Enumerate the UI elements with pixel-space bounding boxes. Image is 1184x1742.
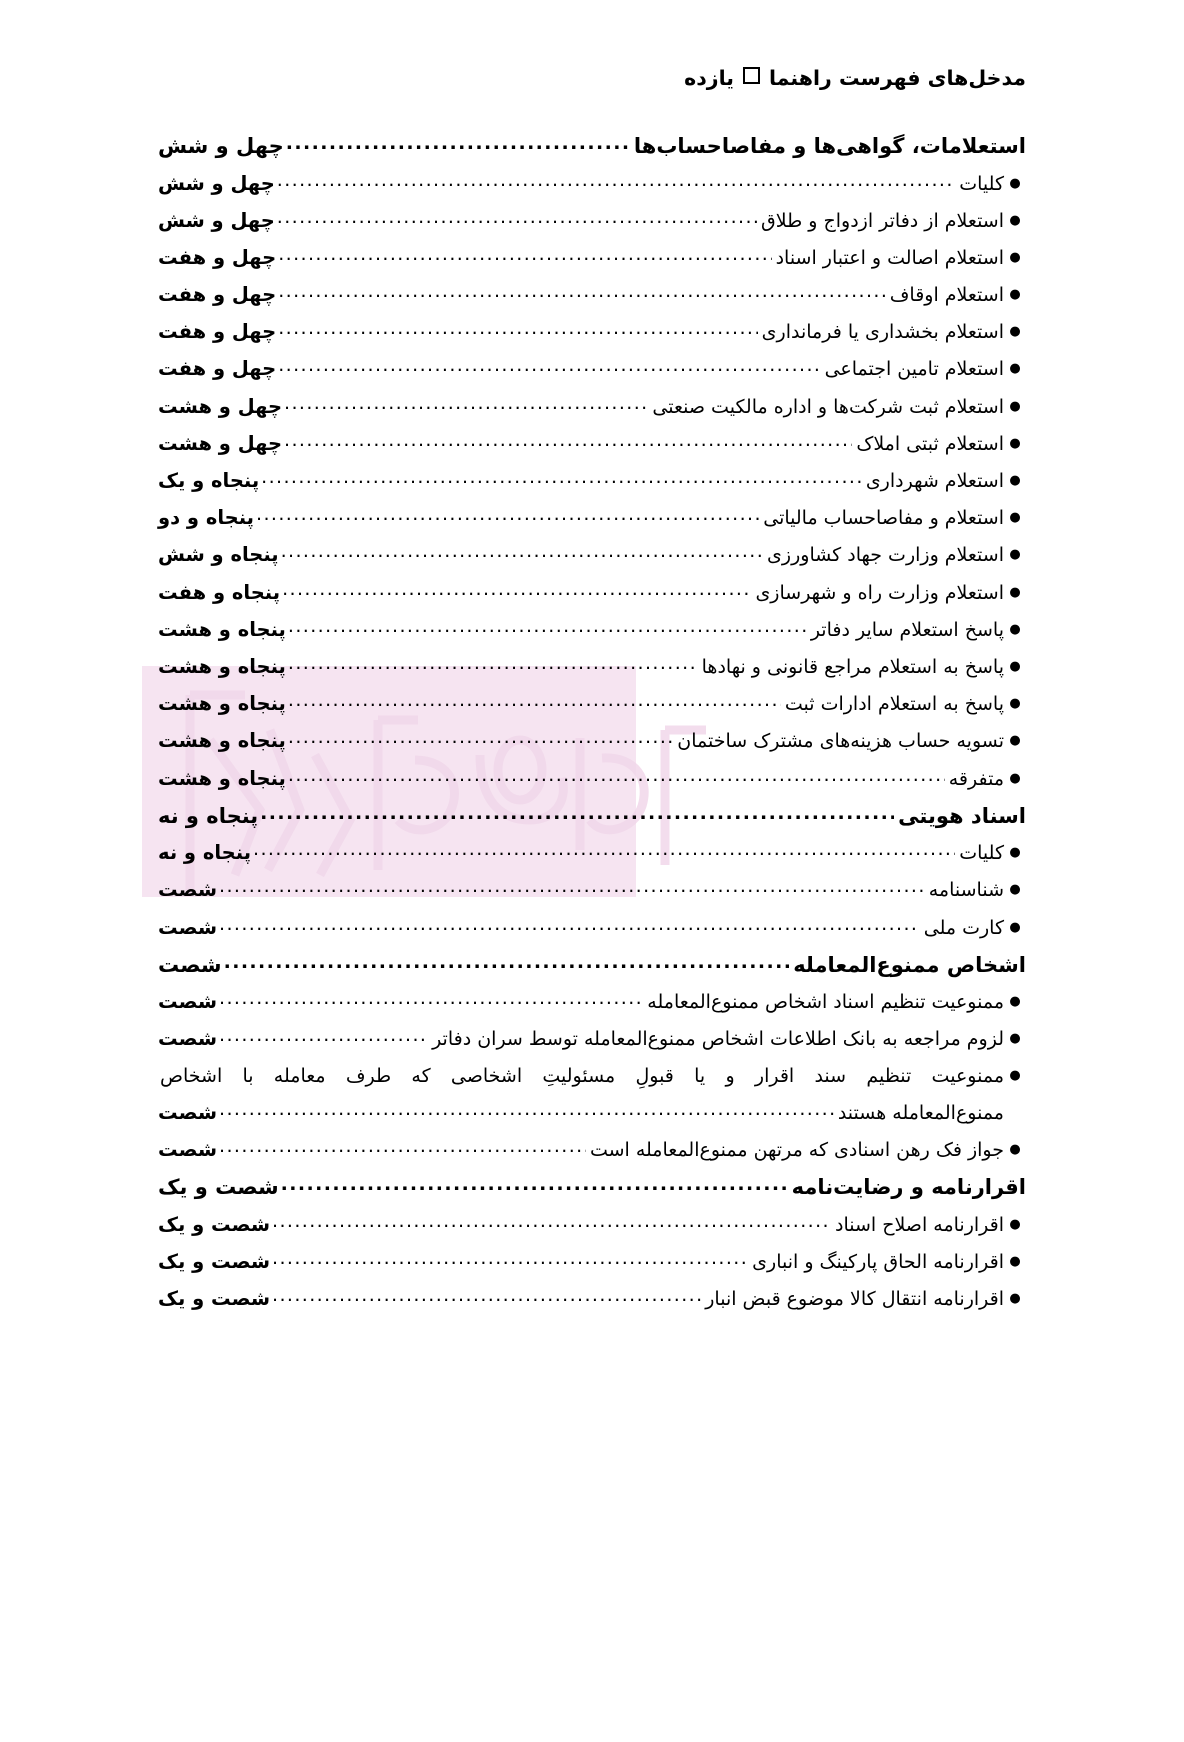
toc-entry[interactable]: [158, 171, 1026, 195]
toc-page-number: چهل و هفت: [158, 357, 277, 381]
toc-label: استعلام تامین اجتماعی: [824, 358, 1004, 381]
toc-page-number: پنجاه و نه: [158, 803, 259, 828]
bullet-icon: ●: [1009, 1067, 1021, 1083]
bullet-icon: ●: [1009, 249, 1021, 265]
dot-leader: [281, 1175, 788, 1194]
toc-label: استعلام ثبت شرکت‌ها و اداره مالکیت صنعتی: [652, 395, 1004, 418]
toc-page-number: پنجاه و یک: [158, 469, 260, 492]
bullet-icon: ●: [1009, 696, 1021, 712]
bullet-icon: ●: [1009, 510, 1021, 526]
toc-label: کلیات: [959, 842, 1004, 865]
dot-leader: [219, 1026, 428, 1045]
toc-page-number: پنجاه و هشت: [158, 729, 286, 753]
toc-page-number: شصت: [158, 878, 218, 902]
toc-entry[interactable]: [158, 359, 1026, 379]
dot-leader: [278, 245, 771, 264]
toc-entry[interactable]: [158, 508, 1026, 528]
toc-page-number: شصت: [158, 1100, 218, 1124]
square-bullet-icon: [743, 67, 760, 84]
toc-section-heading[interactable]: [158, 1177, 1026, 1198]
toc-entry[interactable]: [158, 208, 1026, 232]
toc-section-heading[interactable]: [158, 136, 1026, 157]
dot-leader: [277, 208, 757, 227]
dot-leader: [253, 840, 955, 859]
toc-entry[interactable]: [158, 880, 1026, 900]
bullet-icon: ●: [1009, 547, 1021, 563]
dot-leader: [219, 877, 925, 896]
toc-page-number: پنجاه و هشت: [158, 654, 286, 678]
bullet-icon: ●: [1009, 770, 1021, 786]
bullet-icon: ●: [1009, 919, 1021, 935]
toc-label: کلیات: [959, 172, 1004, 195]
dot-leader: [288, 617, 807, 636]
toc-entry[interactable]: [158, 245, 1026, 269]
toc-entry[interactable]: [158, 545, 1026, 565]
toc-entry[interactable]: [158, 1289, 1026, 1309]
toc-label: اقرارنامه و رضایت‌نامه: [791, 1175, 1026, 1200]
dot-leader: [281, 542, 763, 561]
toc-entry[interactable]: [158, 285, 1026, 305]
bullet-icon: ●: [1009, 435, 1021, 451]
toc-label: استعلام و مفاصاحساب مالیاتی: [763, 507, 1004, 530]
toc-entry[interactable]: [158, 843, 1026, 863]
toc-label-line-1: ممنوعیت تنظیم سند اقرار و یا قبولِ مسئولیتِ اشخاصی که طرف معامله با اشخاص: [160, 1064, 1004, 1087]
dot-leader: [288, 728, 673, 747]
toc-section-heading[interactable]: [158, 952, 1026, 977]
running-head-left-text: مدخل‌های فهرست راهنما: [768, 66, 1026, 90]
bullet-icon: ●: [1009, 1253, 1021, 1269]
toc-entry[interactable]: [158, 1140, 1026, 1160]
toc-label: کارت ملی: [923, 916, 1004, 939]
toc-page-number: شصت: [158, 990, 218, 1014]
dot-leader: [284, 394, 648, 413]
bullet-icon: ●: [1009, 212, 1021, 228]
toc-entry[interactable]: [158, 731, 1026, 751]
toc-label: استعلام وزارت راه و شهرسازی: [755, 581, 1004, 604]
dot-leader: [288, 766, 945, 785]
dot-leader: [219, 915, 920, 934]
toc-page-number: چهل و شش: [158, 171, 275, 195]
toc-label: تسویه حساب هزینه‌های مشترک ساختمان: [677, 730, 1004, 753]
toc-label: پاسخ به استعلام مراجع قانونی و نهادها: [701, 655, 1004, 678]
bullet-icon: ●: [1009, 584, 1021, 600]
toc-page-number: پنجاه و هشت: [158, 617, 286, 641]
bullet-icon: ●: [1009, 845, 1021, 861]
toc-entry[interactable]: [158, 617, 1026, 641]
toc-label: اسناد هویتی: [898, 803, 1026, 828]
toc-page-number: پنجاه و شش: [158, 543, 279, 567]
toc-label: اقرارنامه انتقال کالا موضوع قبض انبار: [705, 1288, 1004, 1311]
toc-label: اقرارنامه الحاق پارکینگ و انباری: [752, 1250, 1004, 1273]
dot-leader: [288, 691, 781, 710]
bullet-icon: ●: [1009, 361, 1021, 377]
bullet-icon: ●: [1009, 733, 1021, 749]
dot-leader: [219, 1137, 586, 1156]
toc-page-number: پنجاه و نه: [158, 841, 252, 865]
toc-page-number: چهل و شش: [158, 208, 275, 232]
dot-leader: [272, 1249, 748, 1268]
toc-label: لزوم مراجعه به بانک اطلاعات اشخاص ممنوع‌المعامله توسط سران دفاتر: [432, 1028, 1004, 1051]
dot-leader: [282, 580, 751, 599]
toc-entry[interactable]: [158, 654, 1026, 678]
toc-entry[interactable]: [158, 322, 1026, 342]
toc-label: استعلام بخشداری یا فرمانداری: [761, 321, 1004, 344]
toc-label: استعلامات، گواهی‌ها و مفاصاحساب‌ها: [633, 134, 1026, 158]
toc-page-number: پنجاه و دو: [158, 506, 254, 530]
bullet-icon: ●: [1009, 1216, 1021, 1232]
dot-leader: [278, 319, 757, 338]
toc-entry-multiline[interactable]: [158, 1064, 1026, 1124]
toc-section-heading[interactable]: [158, 803, 1026, 828]
toc-page-number: چهل و شش: [158, 134, 284, 158]
dot-leader: [284, 431, 852, 450]
dot-leader: [272, 1212, 831, 1231]
toc-entry[interactable]: [158, 915, 1026, 939]
dot-leader: [256, 505, 759, 524]
toc-label: استعلام اوقاف: [889, 284, 1004, 307]
toc-label: شناسنامه: [928, 879, 1004, 902]
toc-page-number: پنجاه و هفت: [158, 580, 281, 604]
bullet-icon: ●: [1009, 882, 1021, 898]
toc-label: ممنوعیت تنظیم اسناد اشخاص ممنوع‌المعامله: [647, 991, 1004, 1014]
toc-page-number: شصت و یک: [158, 1175, 279, 1200]
toc-label: پاسخ استعلام سایر دفاتر: [810, 618, 1004, 641]
toc-page-number: شصت: [158, 1027, 218, 1051]
toc-entry[interactable]: [158, 1249, 1026, 1273]
bullet-icon: ●: [1009, 287, 1021, 303]
toc-page-number: شصت و یک: [158, 1212, 271, 1236]
toc-page-number: شصت و یک: [158, 1287, 271, 1311]
bullet-icon: ●: [1009, 1031, 1021, 1047]
toc-page-number: چهل و هشت: [158, 394, 283, 418]
bullet-icon: ●: [1009, 658, 1021, 674]
toc-page-number: چهل و هفت: [158, 245, 277, 269]
toc-entry[interactable]: [158, 394, 1026, 418]
dot-leader: [278, 282, 886, 301]
dot-leader: [286, 134, 630, 153]
toc-label: استعلام از دفاتر ازدواج و طلاق: [761, 209, 1004, 232]
table-of-contents: [158, 136, 1026, 1326]
running-head-page-label: یازده: [684, 66, 734, 90]
toc-page-number: پنجاه و هشت: [158, 766, 286, 790]
toc-page-number: شصت و یک: [158, 1249, 271, 1273]
toc-label-line-2: ممنوع‌المعامله هستند: [837, 1101, 1004, 1124]
dot-leader: [288, 654, 698, 673]
dot-leader: [219, 989, 643, 1008]
bullet-icon: ●: [1009, 1291, 1021, 1307]
dot-leader: [219, 1100, 834, 1119]
toc-label: استعلام ثبتی املاک: [856, 432, 1004, 455]
toc-page-number: چهل و هشت: [158, 431, 283, 455]
toc-entry[interactable]: [158, 992, 1026, 1012]
toc-page-number: چهل و هفت: [158, 320, 277, 344]
bullet-icon: ●: [1009, 398, 1021, 414]
bullet-icon: ●: [1009, 1142, 1021, 1157]
bullet-icon: ●: [1009, 621, 1021, 637]
toc-label: استعلام شهرداری: [865, 470, 1004, 492]
toc-label: متفرقه: [948, 767, 1004, 790]
toc-page-number: پنجاه و هشت: [158, 692, 286, 716]
toc-label: استعلام اصالت و اعتبار اسناد: [775, 246, 1004, 269]
toc-label: پاسخ به استعلام ادارات ثبت: [784, 693, 1004, 716]
dot-leader: [260, 804, 894, 823]
toc-label: اشخاص ممنوع‌المعامله: [793, 952, 1026, 977]
dot-leader: [278, 356, 820, 375]
toc-label: جواز فک رهن اسنادی که مرتهن ممنوع‌المعامله است: [589, 1139, 1004, 1161]
dot-leader: [224, 953, 790, 972]
toc-entry[interactable]: [158, 580, 1026, 604]
toc-entry[interactable]: [158, 1029, 1026, 1049]
toc-page-number: چهل و هفت: [158, 283, 277, 307]
toc-entry[interactable]: [158, 431, 1026, 455]
toc-entry[interactable]: [158, 694, 1026, 714]
running-head: [158, 66, 1026, 90]
toc-label: استعلام وزارت جهاد کشاورزی: [767, 544, 1004, 567]
toc-entry[interactable]: [158, 1212, 1026, 1236]
bullet-icon: ●: [1009, 994, 1021, 1010]
bullet-icon: ●: [1009, 324, 1021, 340]
toc-page-number: شصت: [158, 1138, 218, 1161]
dot-leader: [272, 1286, 701, 1305]
dot-leader: [277, 171, 955, 190]
toc-label: اقرارنامه اصلاح اسناد: [834, 1213, 1004, 1236]
bullet-icon: ●: [1009, 175, 1021, 191]
bullet-icon: ●: [1009, 473, 1021, 488]
dot-leader: [261, 468, 862, 487]
toc-entry[interactable]: [158, 471, 1026, 491]
toc-page-number: شصت: [158, 915, 218, 939]
toc-page-number: شصت: [158, 952, 222, 977]
toc-entry[interactable]: [158, 766, 1026, 790]
